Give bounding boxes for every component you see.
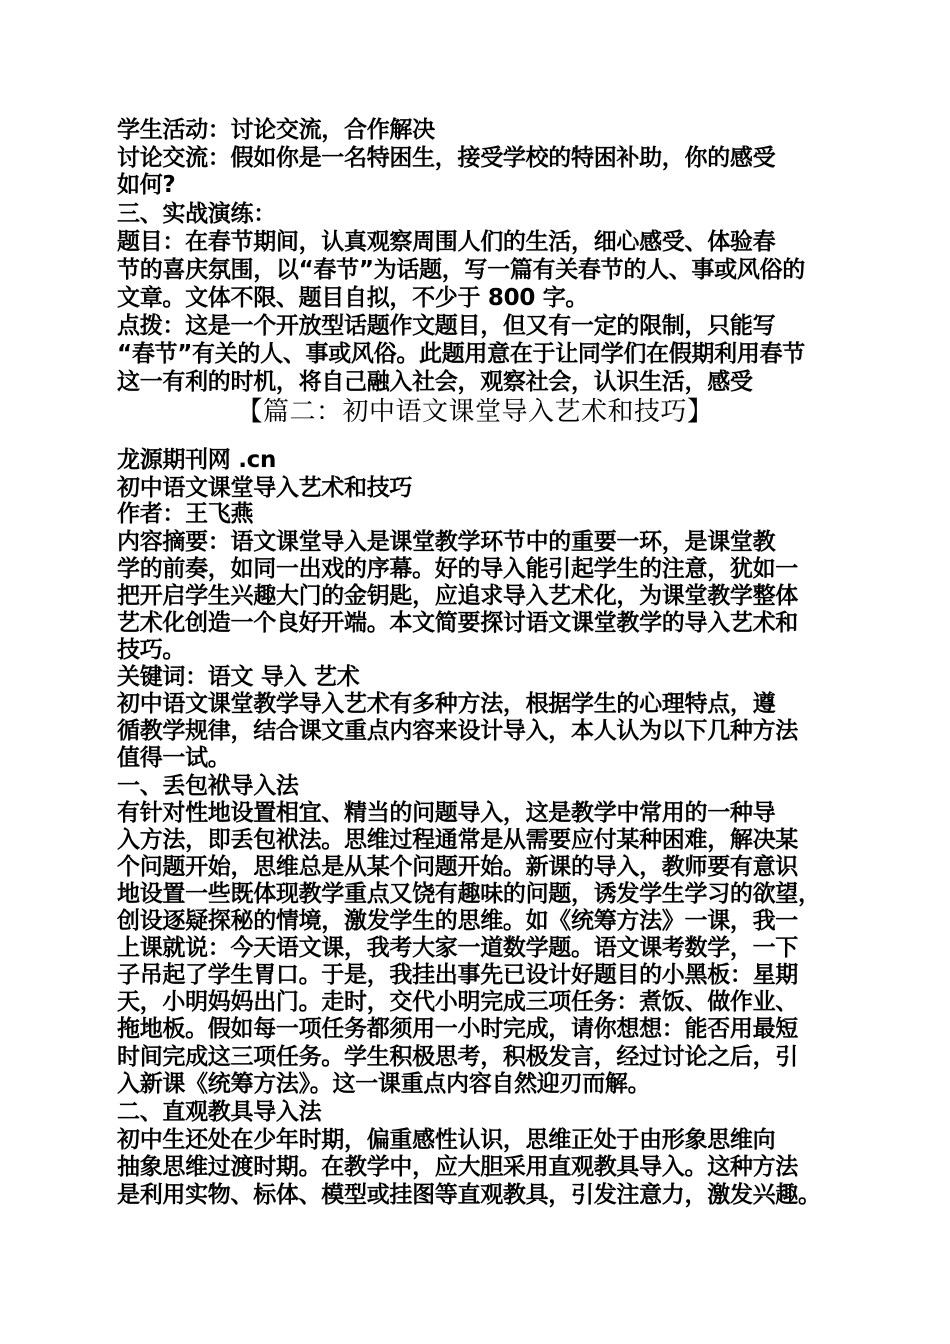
text-line: 有针对性地设置相宜、精当的问题导入，这是教学中常用的一种导	[117, 800, 776, 826]
text-line: 循教学规律，结合课文重点内容来设计导入，本人认为以下几种方法	[117, 718, 799, 744]
text-line: 这一有利的时机，将自己融入社会，观察社会，认识生活，感受	[117, 369, 753, 395]
text-line: 地设置一些既体现教学重点又饶有趣味的问题，诱发学生学习的欲望，	[117, 881, 821, 907]
text-line: 值得一试。	[117, 745, 231, 771]
text-line: 抽象思维过渡时期。在教学中，应大胆采用直观教具导入。这种方法	[117, 1154, 799, 1180]
text-line: 拖地板。假如每一项任务都须用一小时完成，请你想想：能否用最短	[117, 1016, 799, 1042]
text-line: 初中生还处在少年时期，偏重感性认识，思维正处于由形象思维向	[117, 1127, 776, 1153]
text-line: 创设逐疑探秘的情境，激发学生的思维。如《统筹方法》一课，我一	[117, 908, 799, 934]
text-line: 节的喜庆氛围，以“春节”为话题，写一篇有关春节的人、事或风俗的	[117, 257, 805, 283]
keywords-line: 关键词：语文 导入 艺术	[117, 664, 360, 690]
text-line: 文章。文体不限、题目自拟，不少于 800 字。	[117, 285, 589, 311]
article-author: 作者：王飞燕	[117, 501, 254, 527]
text-line: 个问题开始，思维总是从某个问题开始。新课的导入，教师要有意识	[117, 854, 799, 880]
text-line: 学的前奏，如同一出戏的序幕。好的导入能引起学生的注意，犹如一	[117, 556, 799, 582]
text-line: 天，小明妈妈出门。走时，交代小明完成三项任务：煮饭、做作业、	[117, 989, 799, 1015]
text-line: 子吊起了学生胃口。于是，我挂出事先已设计好题目的小黑板：星期	[117, 962, 799, 988]
subheading: 二、直观教具导入法	[117, 1099, 322, 1125]
subheading: 一、丢包袱导入法	[117, 773, 299, 799]
text-line: 内容摘要：语文课堂导入是课堂教学环节中的重要一环，是课堂教	[117, 529, 776, 555]
text-line: 学生活动：讨论交流，合作解决	[117, 117, 435, 143]
text-line: 是利用实物、标体、模型或挂图等直观教具，引发注意力，激发兴趣。	[117, 1182, 821, 1208]
text-line: 入方法，即丢包袱法。思维过程通常是从需要应付某种困难，解决某	[117, 827, 799, 853]
text-line: 如何?	[117, 172, 176, 198]
text-line: 时间完成这三项任务。学生积极思考，积极发言，经过讨论之后，引	[117, 1044, 799, 1070]
section-heading: 【篇二：初中语文课堂导入艺术和技巧】	[236, 397, 714, 427]
article-title: 初中语文课堂导入艺术和技巧	[117, 475, 413, 501]
text-line: 艺术化创造一个良好开端。本文简要探讨语文课堂教学的导入艺术和	[117, 610, 799, 636]
text-line: “春节”有关的人、事或风俗。此题用意在于让同学们在假期利用春节	[117, 341, 805, 367]
text-line: 把开启学生兴趣大门的金钥匙，应追求导入艺术化，为课堂教学整体	[117, 583, 799, 609]
text-line: 题目：在春节期间，认真观察周围人们的生活，细心感受、体验春	[117, 229, 776, 255]
text-line: 上课就说：今天语文课，我考大家一道数学题。语文课考数学，一下	[117, 935, 799, 961]
text-line: 技巧。	[117, 637, 186, 663]
text-line: 初中语文课堂教学导入艺术有多种方法，根据学生的心理特点，遵	[117, 691, 776, 717]
text-line: 三、实战演练：	[117, 201, 276, 227]
text-line: 讨论交流：假如你是一名特困生，接受学校的特困补助，你的感受	[117, 145, 776, 171]
text-line: 点拨：这是一个开放型话题作文题目，但又有一定的限制，只能写	[117, 313, 776, 339]
text-line: 龙源期刊网 .cn	[117, 447, 277, 473]
text-line: 入新课《统筹方法》。这一课重点内容自然迎刃而解。	[117, 1071, 651, 1097]
